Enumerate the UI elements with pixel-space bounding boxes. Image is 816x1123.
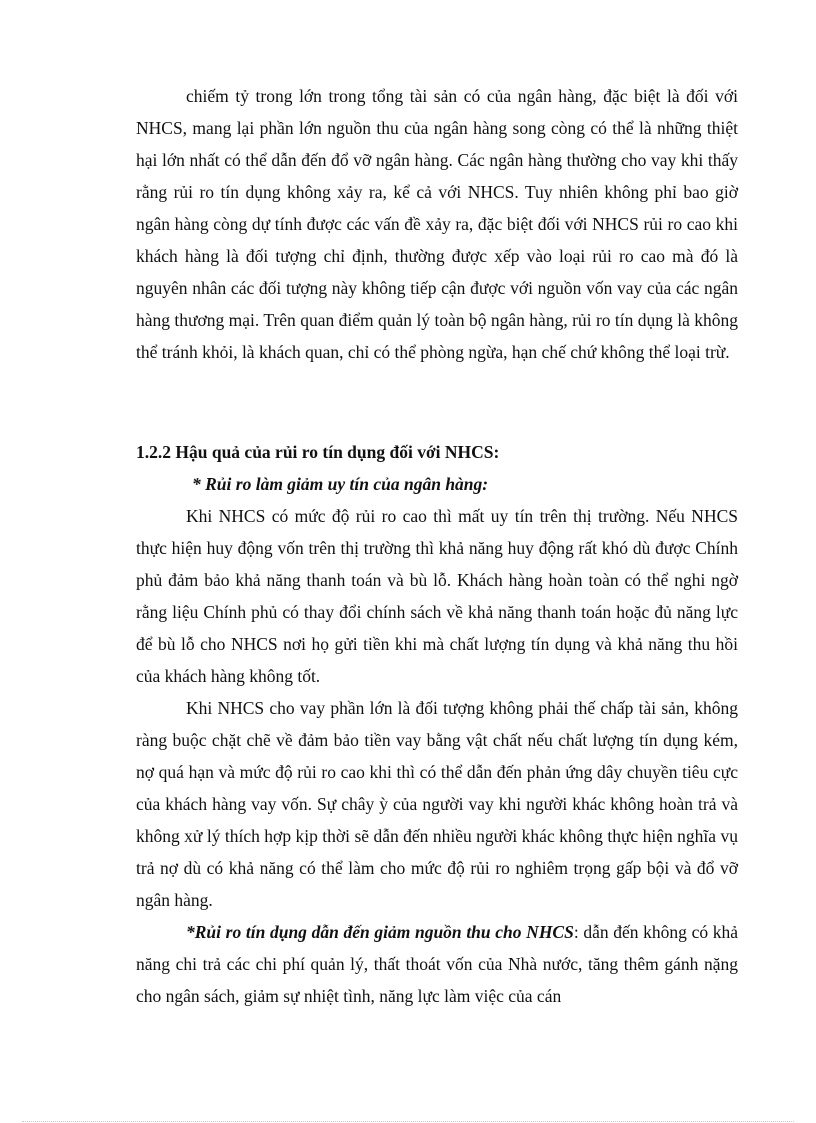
intro-block: [136, 80, 738, 368]
subheading-reputation: * Rủi ro làm giảm uy tín của ngân hàng:: [192, 474, 489, 494]
paragraph-revenue: [136, 916, 738, 1012]
paragraph-chain-reaction: Khi NHCS cho vay phần lớn là đối tượng không phải thế chấp tài sản, không ràng buộc chặt chẽ về đảm bảo tiền vay bằng vật chất nếu chất lượng tín dụng kém, nợ quá hạn và mức độ rủi ro cao khi thì có thể dẫn đến phản ứng dây chuyền tiêu cực của khách hàng vay vốn. Sự chây ỳ của người vay khi người khác không hoàn trả và không xử lý thích hợp kịp thời sẽ dẫn đến nhiều người khác không thực hiện nghĩa vụ trả nợ dù có khả năng có thể làm cho mức độ rủi ro nghiêm trọng gấp bội và đổ vỡ ngân hàng.: [136, 698, 738, 910]
section-block: [136, 436, 738, 1012]
intro-paragraph: chiếm tỷ trong lớn trong tổng tài sản có của ngân hàng, đặc biệt là đối với NHCS, mang lại phần lớn nguồn thu của ngân hàng song còng có thể là những thiệt hại lớn nhất có thể dẫn đến đổ vỡ ngân hàng. Các ngân hàng thường cho vay khi thấy rằng rủi ro tín dụng không xảy ra, kể cả với NHCS. Tuy nhiên không phỉ bao giờ ngân hàng còng dự tính được các vấn đề xảy ra, đặc biệt đối với NHCS rủi ro cao khi khách hàng là đối tượng chỉ định, thường được xếp vào loại rủi ro cao mà đó là nguyên nhân các đối tượng này không tiếp cận được với nguồn vốn vay của các ngân hàng thương mại. Trên quan điểm quản lý toàn bộ ngân hàng, rủi ro tín dụng là không thể tránh khỏi, là khách quan, chỉ có thể phòng ngừa, hạn chế chứ không thể loại trừ.: [136, 86, 738, 362]
section-heading: 1.2.2 Hậu quả của rủi ro tín dụng đối với NHCS:: [136, 442, 500, 462]
paragraph-revenue-lead: *Rủi ro tín dụng dẫn đến giảm nguồn thu cho NHCS: [186, 922, 574, 942]
paragraph-revenue-text: : dẫn đến không có khả năng chi trả các chi phí quản lý, thất thoát vốn của Nhà nước, tăng thêm gánh nặng cho ngân sách, giảm sự nhiệt tình, năng lực làm việc của cán: [136, 922, 738, 1006]
paragraph-reputation: Khi NHCS có mức độ rủi ro cao thì mất uy tín trên thị trường. Nếu NHCS thực hiện huy động vốn trên thị trường thì khả năng huy động rất khó dù được Chính phủ đảm bảo khả năng thanh toán và bù lỗ. Khách hàng hoàn toàn có thể nghi ngờ rằng liệu Chính phủ có thay đổi chính sách về khả năng thanh toán hoặc đủ năng lực để bù lỗ cho NHCS nơi họ gửi tiền khi mà chất lượng tín dụng và khả năng thu hồi của khách hàng không tốt.: [136, 506, 738, 686]
page-bottom-divider: [22, 1121, 794, 1122]
